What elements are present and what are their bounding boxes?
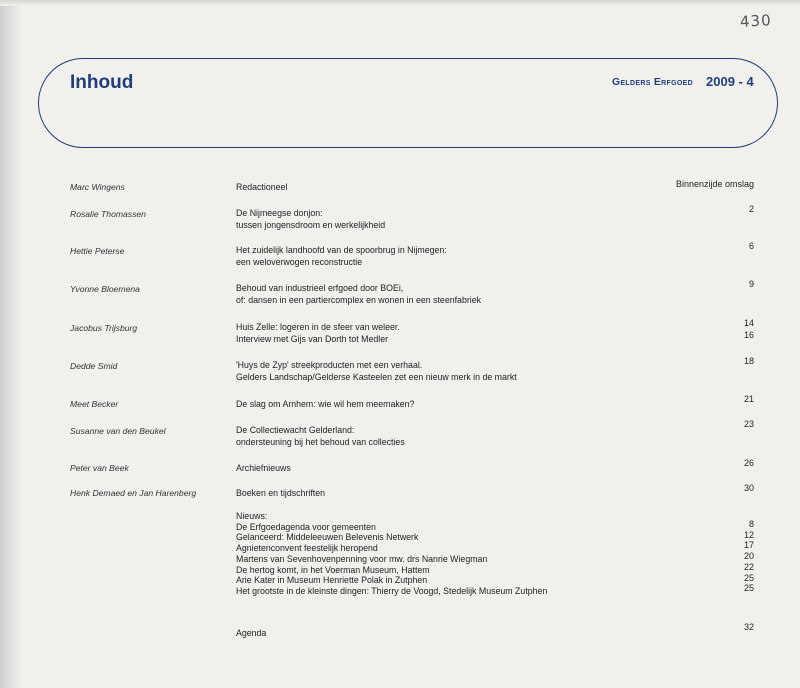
toc-title-line: Redactioneel	[236, 182, 288, 192]
toc-title	[236, 424, 405, 448]
toc-page-number: 21	[743, 394, 754, 404]
toc-page	[694, 203, 754, 215]
toc-title-line: Agenda	[236, 628, 267, 638]
news-item: Agnietenconvent feestelijk heropend	[236, 543, 378, 554]
toc-page-number: 14	[743, 318, 754, 328]
toc-page-number: 26	[743, 458, 754, 468]
toc-title-line: 'Huys de Zyp' streekproducten met een verhaal.	[236, 360, 423, 370]
toc-page-number: 18	[743, 356, 754, 366]
toc-author: Hettie Peterse	[70, 246, 125, 256]
toc-page	[614, 178, 754, 190]
toc-title	[236, 321, 400, 345]
toc-author: Rosalie Thomassen	[70, 209, 146, 219]
toc-author: Meet Becker	[70, 399, 119, 409]
toc-page	[694, 240, 754, 252]
news-page-number: 12	[743, 529, 754, 540]
toc-title-line: De Nijmeegse donjon:	[236, 208, 323, 218]
news-page-number: 22	[743, 561, 754, 572]
news-page-number: 20	[743, 551, 754, 562]
toc-page	[694, 317, 754, 341]
toc-author: Peter van Beek	[70, 463, 129, 473]
news-page-number: 25	[743, 583, 754, 594]
toc-page	[694, 355, 754, 367]
news-page-number: 8	[748, 519, 754, 529]
header-frame	[38, 58, 778, 148]
toc-page-number: 16	[743, 330, 754, 340]
toc-title	[236, 462, 291, 474]
toc-title	[236, 282, 481, 306]
toc-author: Susanne van den Beukel	[70, 426, 166, 436]
toc-title-line: Het zuidelijk landhoofd van de spoorbrug in Nijmegen:	[236, 245, 447, 255]
toc-title-line: Archiefnieuws	[236, 463, 291, 473]
toc-author: Jacobus Trijsburg	[70, 323, 138, 333]
toc-page-number: 6	[748, 241, 754, 251]
toc-title	[236, 398, 414, 410]
toc-title	[236, 359, 517, 383]
toc-title-line: of: dansen in een partiercomplex en wonen in een steenfabriek	[236, 295, 482, 305]
toc-page-number: Binnenzijde omslag	[675, 179, 754, 189]
toc-author: Dedde Smid	[70, 361, 118, 371]
news-list	[236, 511, 547, 597]
news-item: Het grootste in de kleinste dingen: Thierry de Voogd, Stedelijk Museum Zutphen	[236, 585, 548, 596]
news-item: De hertog komt, in het Voerman Museum, Hattem	[236, 564, 430, 575]
toc-title-line: De Collectiewacht Gelderland:	[236, 425, 355, 435]
agenda-title	[236, 627, 266, 639]
magazine-name: Gelders Erfgoed	[612, 76, 693, 88]
toc-title-line: De slag om Arnhem: wie wil hem meemaken?	[236, 399, 415, 409]
toc-title-line: ondersteuning bij het behoud van collecties	[236, 437, 405, 447]
toc-title	[236, 181, 287, 193]
toc-author: Yvonne Bloemena	[70, 284, 140, 294]
news-item: Gelanceerd: Middeleeuwen Belevenis Netwerk	[236, 532, 419, 543]
toc-page	[694, 482, 754, 494]
news-item: Martens van Sevenhovenpenning voor mw. drs Nanrie Wiegman	[236, 553, 488, 564]
toc-title-line: Interview met Gijs van Dorth tot Medler	[236, 334, 389, 344]
toc-page-number: 2	[748, 204, 754, 214]
issue-number: 2009 - 4	[706, 74, 754, 89]
toc-page-number: 30	[743, 483, 754, 493]
toc-author: Henk Demaed en Jan Harenberg	[70, 488, 197, 498]
page-title: Inhoud	[70, 72, 134, 93]
toc-title-line: Behoud van industrieel erfgoed door BOEi,	[236, 283, 404, 293]
toc-title-line: Boeken en tijdschriften	[236, 488, 325, 498]
toc-page	[694, 457, 754, 469]
page-binding-shadow	[0, 0, 22, 688]
toc-page	[694, 418, 754, 430]
news-pages	[694, 519, 754, 594]
toc-title-line: tussen jongensdroom en werkelijkheid	[236, 220, 386, 230]
toc-page	[694, 393, 754, 405]
agenda-page	[694, 621, 754, 633]
news-item: De Erfgoedagenda voor gemeenten	[236, 521, 376, 532]
toc-title-line: Gelders Landschap/Gelderse Kasteelen zet een nieuw merk in de markt	[236, 372, 517, 382]
news-heading: Nieuws:	[236, 511, 268, 521]
toc-title-line: een weloverwogen reconstructie	[236, 257, 363, 267]
toc-page	[694, 278, 754, 290]
toc-title	[236, 207, 385, 231]
toc-page-number: 23	[743, 419, 754, 429]
page-top-edge	[0, 0, 800, 6]
toc-page-number: 32	[743, 622, 754, 632]
news-page-number: 25	[743, 572, 754, 583]
toc-title	[236, 244, 447, 268]
news-page-number: 17	[743, 540, 754, 551]
toc-title-line: Huis Zelle: logeren in de sfeer van weleer.	[236, 322, 400, 332]
news-item: Arie Kater in Museum Henriette Polak in Zutphen	[236, 575, 428, 586]
toc-page-number: 9	[748, 279, 754, 289]
handwritten-annotation: 430	[739, 11, 773, 31]
toc-title	[236, 487, 325, 499]
toc-author: Marc Wingens	[70, 182, 125, 192]
